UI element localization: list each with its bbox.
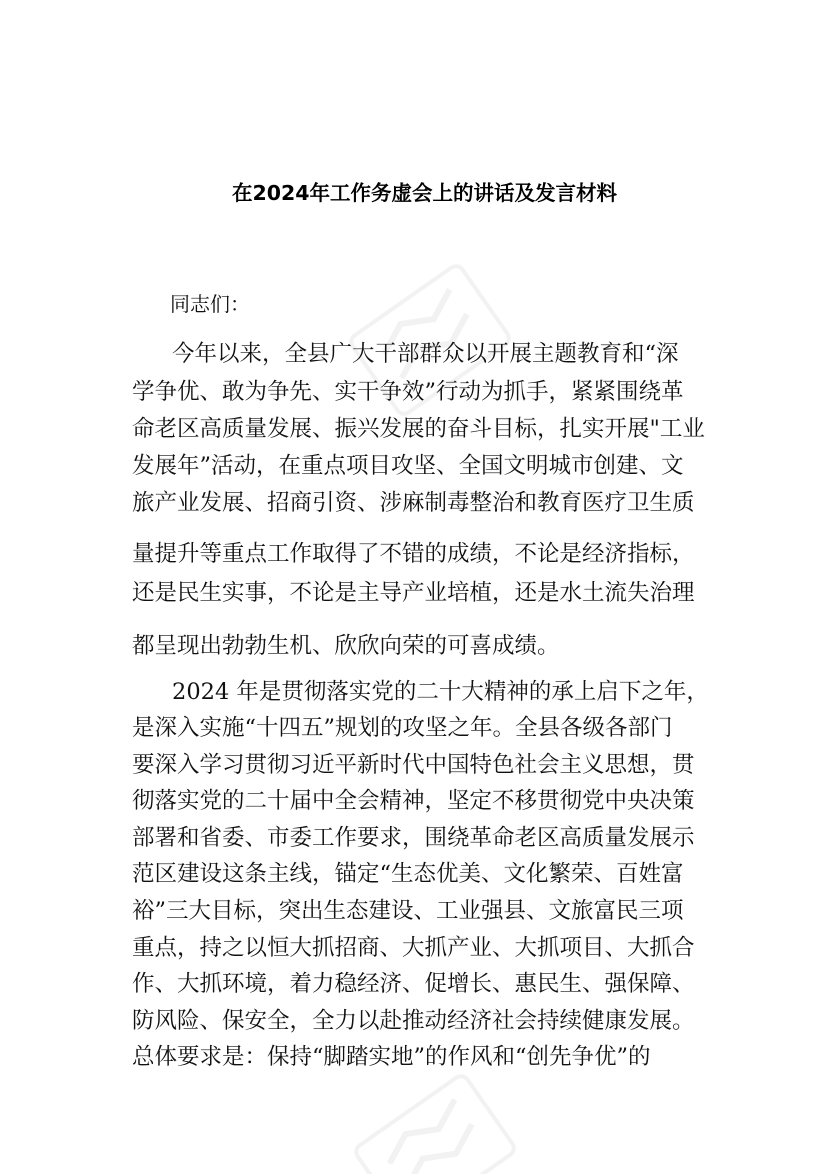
paragraph2-line: 2024 年是贯彻落实党的二十大精神的承上启下之年， <box>172 679 709 705</box>
paragraph1-line: 量提升等重点工作取得了不错的成绩，不论是经济指标， <box>132 541 695 567</box>
paragraph1-line: 学争优、敢为争先、实干争效”行动为抓手，紧紧围绕革 <box>132 379 684 405</box>
paragraph1-line: 发展年”活动，在重点项目攻坚、全国文明城市创建、文 <box>132 453 684 479</box>
paragraph2-line: 要深入学习贯彻习近平新时代中国特色社会主义思想，贯 <box>132 752 695 778</box>
greeting: 同志们： <box>170 292 250 316</box>
watermark-icon <box>342 1062 528 1174</box>
paragraph2-line: 防风险、保安全，全力以赴推动经济社会持续健康发展。 <box>132 1008 695 1034</box>
paragraph2-line: 是深入实施“十四五”规划的攻坚之年。全县各级各部门 <box>132 715 673 741</box>
paragraph1-line: 今年以来，全县广大干部群众以开展主题教育和“深 <box>172 341 679 367</box>
paragraph1-line: 还是民生实事，不论是主导产业培植，还是水土流失治理 <box>132 580 695 606</box>
paragraph1-line: 都呈现出勃勃生机、欣欣向荣的可喜成绩。 <box>132 633 560 659</box>
paragraph2-line: 裕”三大目标，突出生态建设、工业强县、文旅富民三项 <box>132 898 684 924</box>
paragraph2-line: 总体要求是：保持“脚踏实地”的作风和“创先争优”的 <box>132 1044 651 1070</box>
document-title: 在2024年工作务虚会上的讲话及发言材料 <box>232 181 618 205</box>
paragraph2-line: 重点，持之以恒大抓招商、大抓产业、大抓项目、大抓合 <box>132 935 695 961</box>
paragraph2-line: 范区建设这条主线，锚定“生态优美、文化繁荣、百姓富 <box>132 861 684 887</box>
paragraph1-line: 旅产业发展、招商引资、涉麻制毒整治和教育医疗卫生质 <box>132 490 695 516</box>
paragraph2-line: 部署和省委、市委工作要求，围绕革命老区高质量发展示 <box>132 825 695 851</box>
paragraph2-line: 彻落实党的二十届中全会精神，坚定不移贯彻党中央决策 <box>132 788 695 814</box>
paragraph1-line: 命老区高质量发展、振兴发展的奋斗目标，扎实开展"工业 <box>132 416 705 442</box>
paragraph2-line: 作、大抓环境，着力稳经济、促增长、惠民生、强保障、 <box>132 971 695 997</box>
